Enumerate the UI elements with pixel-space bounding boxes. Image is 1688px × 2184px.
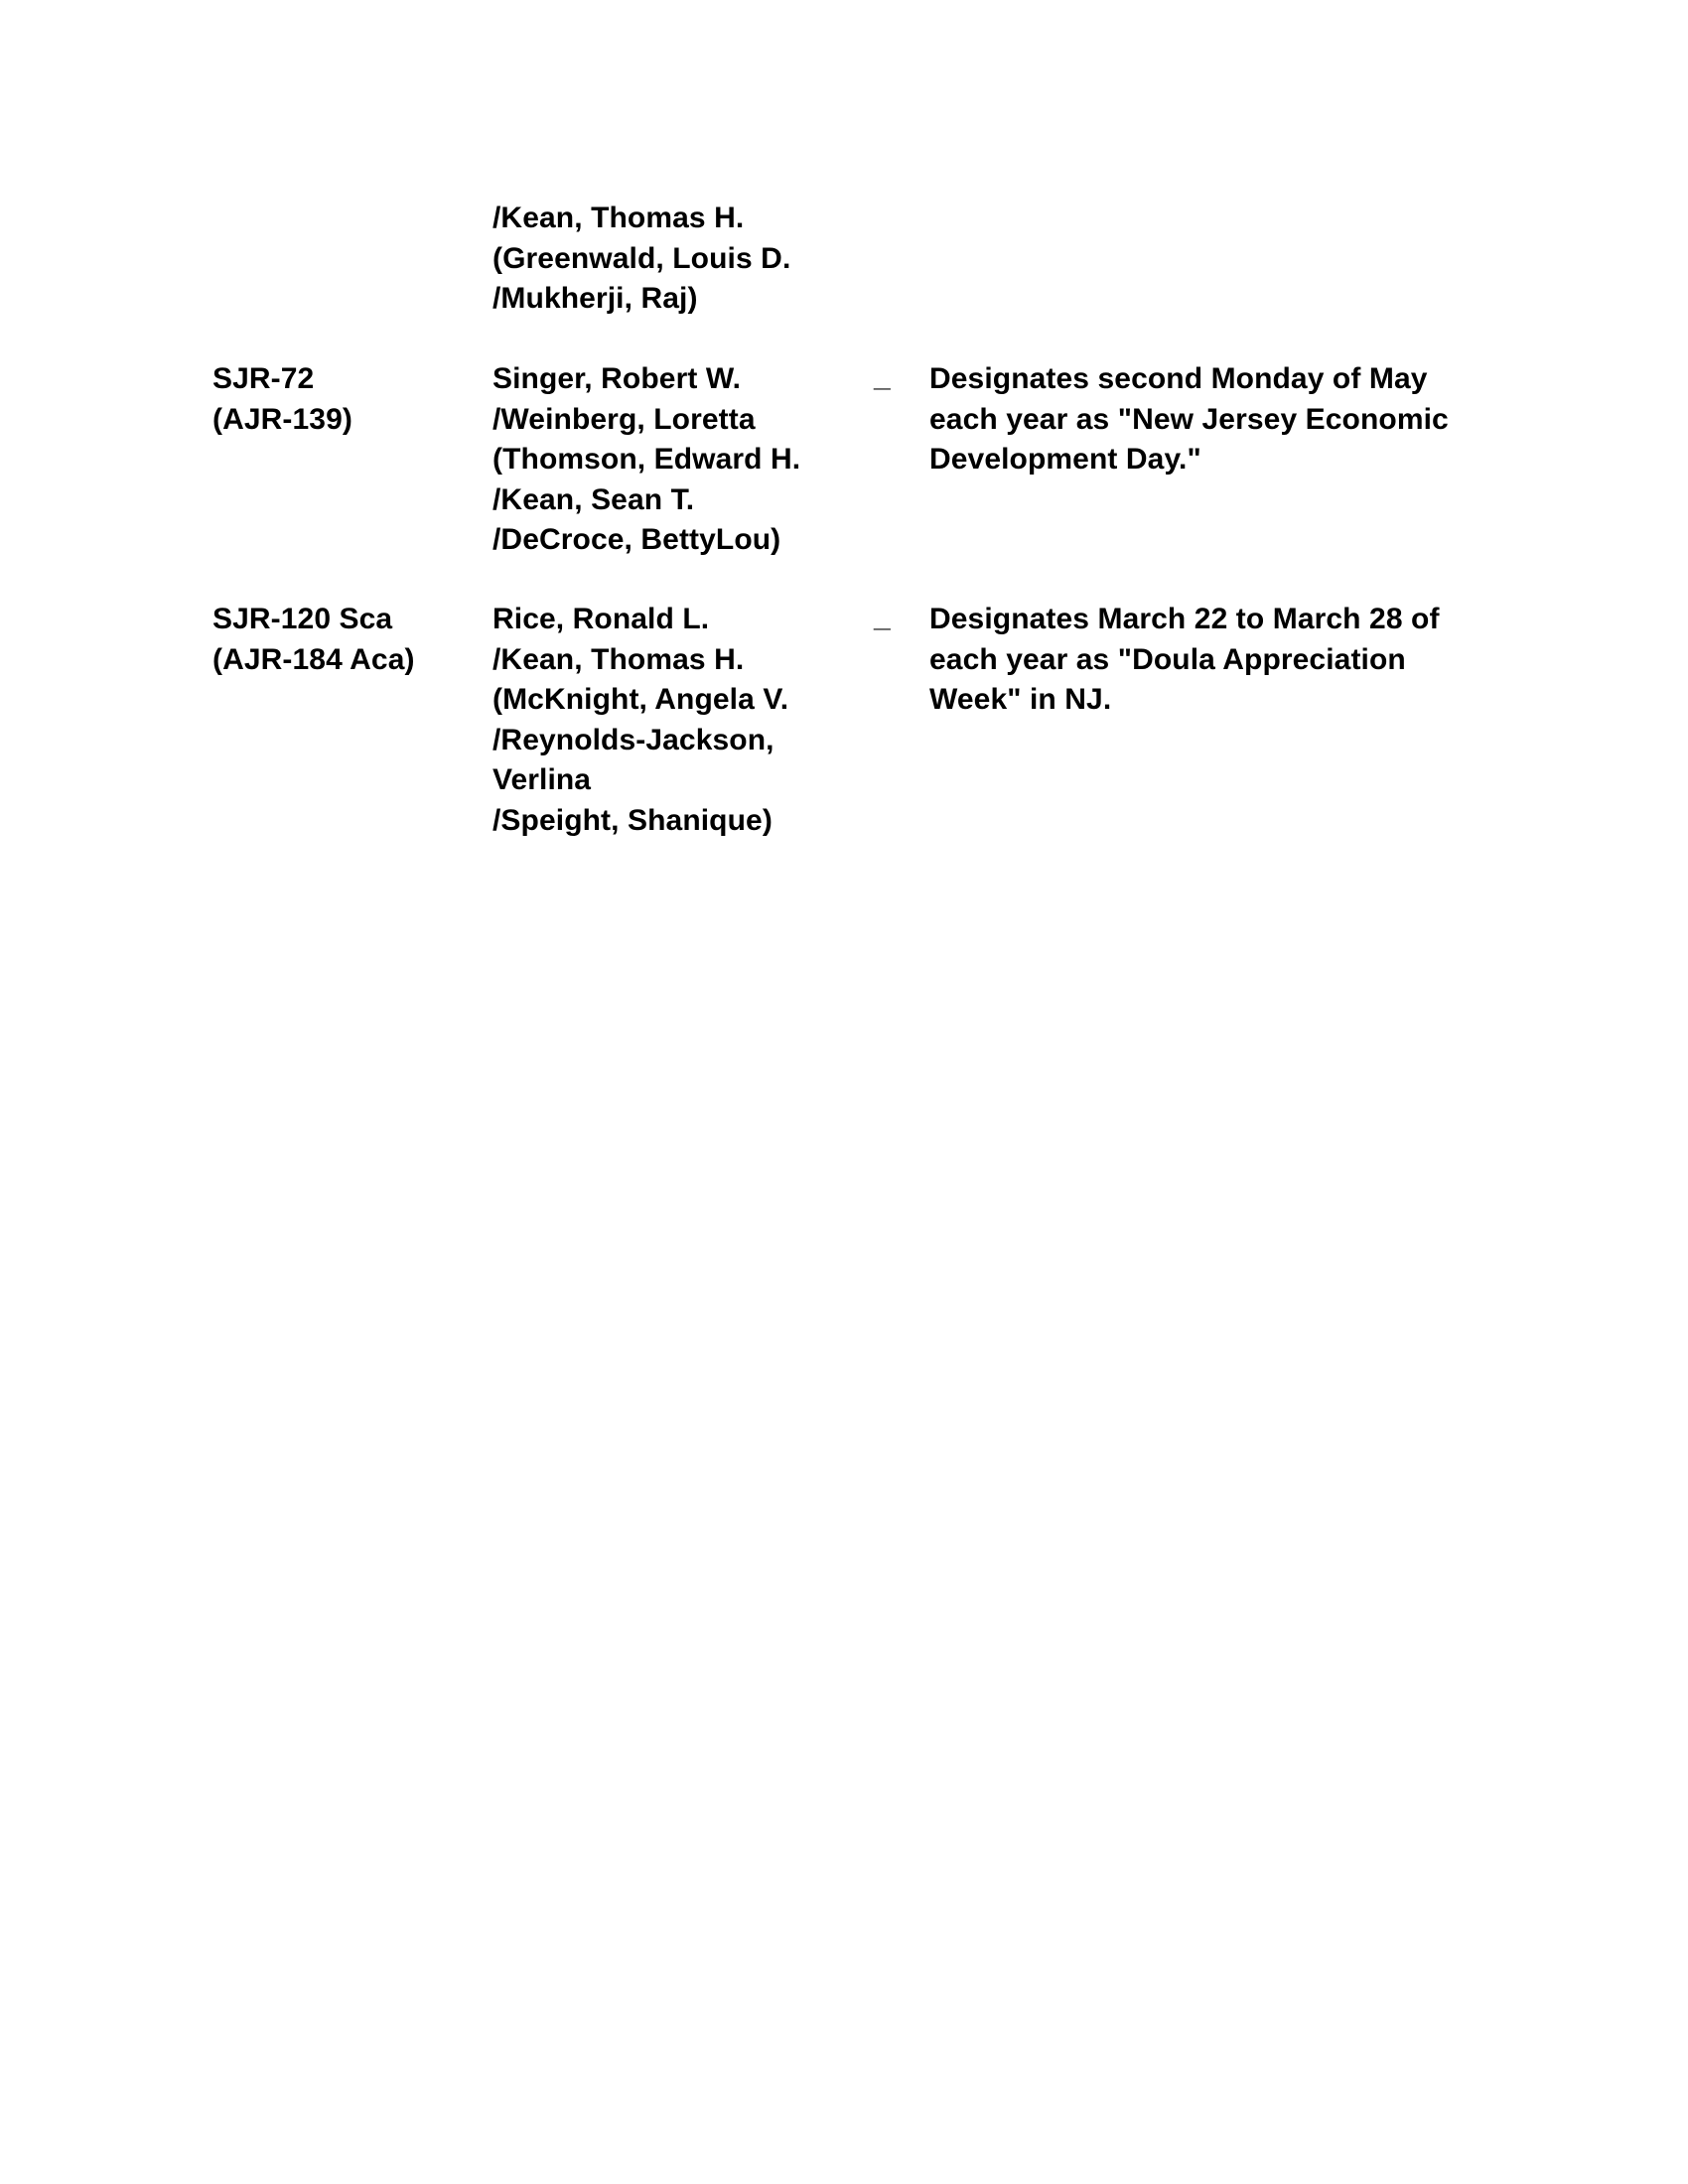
bill-number-line: SJR-72 <box>212 362 315 395</box>
sponsor-line: Rice, Ronald L. <box>492 603 710 635</box>
description-line: Development Day." <box>929 443 1201 476</box>
sponsor-line: /Kean, Thomas H. <box>492 202 745 234</box>
sponsor-line: Verlina <box>492 763 592 796</box>
bill-number-line: (AJR-139) <box>212 402 352 436</box>
sponsor-line: (Thomson, Edward H. <box>492 443 801 476</box>
sponsor-line: /Mukherji, Raj) <box>492 282 698 315</box>
description-line: each year as "New Jersey Economic <box>929 402 1449 436</box>
bill-description <box>929 600 1440 721</box>
sponsor-list <box>492 600 788 841</box>
sponsor-line: (McKnight, Angela V. <box>492 683 789 716</box>
sponsor-line: /Reynolds-Jackson, <box>492 723 774 756</box>
bill-number <box>212 359 352 440</box>
status-marker: _ <box>874 360 891 393</box>
description-line: each year as "Doula Appreciation <box>929 642 1406 676</box>
bill-number-line: (AJR-184 Aca) <box>212 642 415 676</box>
sponsor-line: (Greenwald, Louis D. <box>492 241 791 275</box>
sponsor-line: /Kean, Thomas H. <box>492 642 745 676</box>
status-marker: _ <box>874 601 891 633</box>
description-line: Designates second Monday of May <box>929 362 1428 395</box>
sponsor-line: /Speight, Shanique) <box>492 803 773 837</box>
bill-description <box>929 359 1449 480</box>
description-line: Designates March 22 to March 28 of <box>929 603 1440 635</box>
bill-number <box>212 600 415 680</box>
description-line: Week" in NJ. <box>929 683 1112 716</box>
sponsor-line: /Weinberg, Loretta <box>492 402 756 436</box>
sponsor-line: Singer, Robert W. <box>492 362 742 395</box>
sponsor-list <box>492 359 800 561</box>
bill-number-line: SJR-120 Sca <box>212 603 393 635</box>
sponsor-line: /Kean, Sean T. <box>492 482 695 516</box>
sponsor-line: /DeCroce, BettyLou) <box>492 523 781 556</box>
continued-sponsor-list <box>492 199 790 320</box>
